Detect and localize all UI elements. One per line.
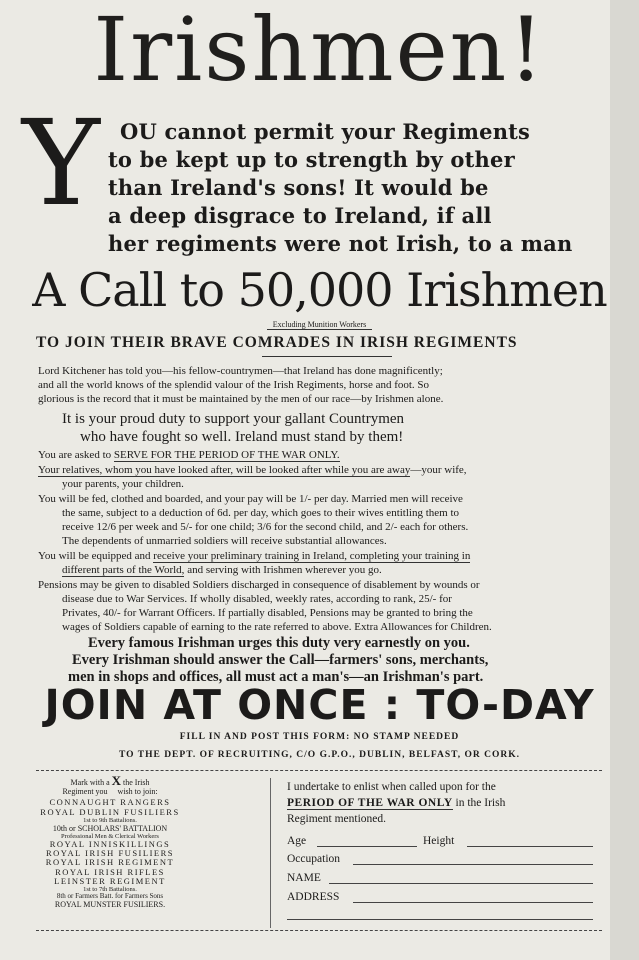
regiment-option[interactable]: CONNAUGHT RANGERS xyxy=(49,797,171,808)
body-line: Privates, 40/- for Warrant Officers. If partially disabled, Pensions may be granted to bring the xyxy=(62,607,473,619)
duty-line: who have fought so well. Ireland must stand by them! xyxy=(80,429,404,445)
regiment-option[interactable]: ROYAL IRISH RIFLES xyxy=(55,866,165,877)
drop-cap: Y xyxy=(22,94,100,232)
lead-line: her regiments were not Irish, to a man xyxy=(108,231,573,256)
excluding-note: Excluding Munition Workers xyxy=(0,320,639,329)
body-line: disease due to War Services. If wholly disabled, weekly rates, according to rank, 25/- for xyxy=(62,593,452,605)
body-line: your parents, your children. xyxy=(62,478,184,490)
age-field[interactable] xyxy=(317,846,417,847)
poster-title: Irishmen! xyxy=(93,0,546,101)
regiment-option[interactable]: LEINSTER REGIMENT xyxy=(54,875,166,886)
name-field[interactable] xyxy=(329,883,593,884)
body-line: glorious is the record that it must be maintained by the men of our race—by Irishmen alone. xyxy=(38,393,444,405)
form-undertaking: I undertake to enlist when called upon for the xyxy=(287,781,496,793)
address-field-line-2[interactable] xyxy=(287,919,593,920)
address-instruction: TO THE DEPT. OF RECRUITING, C/O G.P.O., DUBLIN, BELFAST, OR CORK. xyxy=(119,750,520,760)
height-field[interactable] xyxy=(467,846,593,847)
address-field[interactable] xyxy=(353,902,593,903)
body-line: Pensions may be given to disabled Soldiers discharged in consequence of disablement by wounds or xyxy=(38,579,480,591)
training-rest: and serving with Irishmen wherever you go. xyxy=(184,564,382,576)
lead-line: to be kept up to strength by other xyxy=(108,147,515,172)
mark-instruction: Mark with a X the Irish xyxy=(70,773,150,788)
fill-in-instruction: FILL IN AND POST THIS FORM: NO STAMP NEEDED xyxy=(179,732,460,742)
join-heading: JOIN AT ONCE : TO-DAY xyxy=(44,681,595,729)
occupation-field[interactable] xyxy=(353,864,593,865)
famous-line: Every Irishman should answer the Call—farmers' sons, merchants, xyxy=(72,652,489,668)
regiment-option[interactable]: ROYAL IRISH REGIMENT xyxy=(45,857,175,868)
body-line: the same, subject to a deduction of 6d. per day, which goes to their wives entitling them to xyxy=(62,507,460,519)
occupation-label: Occupation xyxy=(287,853,341,865)
form-mentioned: Regiment mentioned. xyxy=(287,813,387,825)
regiment-option[interactable]: 10th or SCHOLARS' BATTALION xyxy=(52,823,168,833)
training-emphasis: different parts of the World, xyxy=(62,564,185,576)
famous-line: men in shops and offices, all must act a man's—an Irishman's part. xyxy=(68,669,484,685)
form-bottom-rule xyxy=(36,930,602,931)
x-mark: X xyxy=(111,773,122,788)
relatives-emphasis: Your relatives, whom you have looked after, will be looked after while you are away xyxy=(38,464,411,476)
serve-emphasis: SERVE FOR THE PERIOD OF THE WAR ONLY. xyxy=(113,449,340,461)
age-label: Age xyxy=(287,835,307,847)
body-line: The dependents of unmarried soldiers will receive substantial allowances. xyxy=(62,535,387,547)
regiment-note: Professional Men & Clerical Workers xyxy=(61,833,159,841)
form-in-irish: in the Irish xyxy=(452,797,506,809)
name-label: NAME xyxy=(287,872,321,884)
regiment-option[interactable]: 8th or Farmers Batt. for Farmers Sons xyxy=(56,892,164,901)
form-divider xyxy=(270,778,271,928)
form-top-rule xyxy=(36,770,602,771)
regiment-note: 1st to 9th Battalions. xyxy=(83,816,137,824)
body-line: and all the world knows of the splendid valour of the Irish Regiments, horse and foot. So xyxy=(38,379,430,391)
famous-line: Every famous Irishman urges this duty very earnestly on you. xyxy=(88,635,470,651)
training-emphasis: receive your preliminary training in Ireland, completing your training in xyxy=(153,550,471,562)
regiment-option[interactable]: ROYAL MUNSTER FUSILIERS. xyxy=(54,900,166,910)
subhead-rule xyxy=(262,356,392,357)
regiment-list: Mark with a X the Irish Regiment you wish to join: CONNAUGHT RANGERS ROYAL DUBLIN FUSILIERS 1st to 9th Battalions. 10th or SCHOLARS' BATTALION Professional Men & Clerical Workers ROYAL INNISKILLINGS ROYAL IRISH FUSILIERS ROYAL IRISH REGIMENT ROYAL IRISH RIFLES LEINSTER REGIMENT 1st to 7th Battalions. 8th or Farmers Batt. for Farmers Sons ROYAL MUNSTER FUSILIERS. xyxy=(36,776,184,909)
relatives-rest: —your wife, xyxy=(410,464,467,476)
address-label: ADDRESS xyxy=(287,891,340,903)
call-heading: A Call to 50,000 Irishmen xyxy=(32,263,607,317)
body-line: wages of Soldiers capable of earning to the rate referred to above. Extra Allowances for Children. xyxy=(62,621,492,633)
body-line: receive 12/6 per week and 5/- for one child; 3/6 for the second child, and 2/- each for others. xyxy=(62,521,469,533)
lead-line: than Ireland's sons! It would be xyxy=(108,175,489,200)
height-label: Height xyxy=(423,835,455,847)
regiment-option[interactable]: ROYAL DUBLIN FUSILIERS xyxy=(40,806,180,817)
training-prefix: You will be equipped and xyxy=(38,550,154,562)
form-period: PERIOD OF THE WAR ONLY xyxy=(287,797,453,809)
lead-line: a deep disgrace to Ireland, if all xyxy=(108,203,492,228)
regiment-option[interactable]: ROYAL IRISH FUSILIERS xyxy=(45,848,174,859)
regiment-note: 1st to 7th Battalions. xyxy=(83,886,137,894)
regiment-option[interactable]: ROYAL INNISKILLINGS xyxy=(49,839,171,850)
body-line: You will be fed, clothed and boarded, and your pay will be 1/- per day. Married men will receive xyxy=(38,493,463,505)
serve-prefix: You are asked to xyxy=(38,449,114,461)
lead-line: OU cannot permit your Regiments xyxy=(120,119,531,144)
duty-line: It is your proud duty to support your gallant Countrymen xyxy=(62,411,405,427)
body-line: Lord Kitchener has told you—his fellow-countrymen—that Ireland has done magnificently; xyxy=(38,365,443,377)
subheading: TO JOIN THEIR BRAVE COMRADES IN IRISH REGIMENTS xyxy=(36,334,518,351)
